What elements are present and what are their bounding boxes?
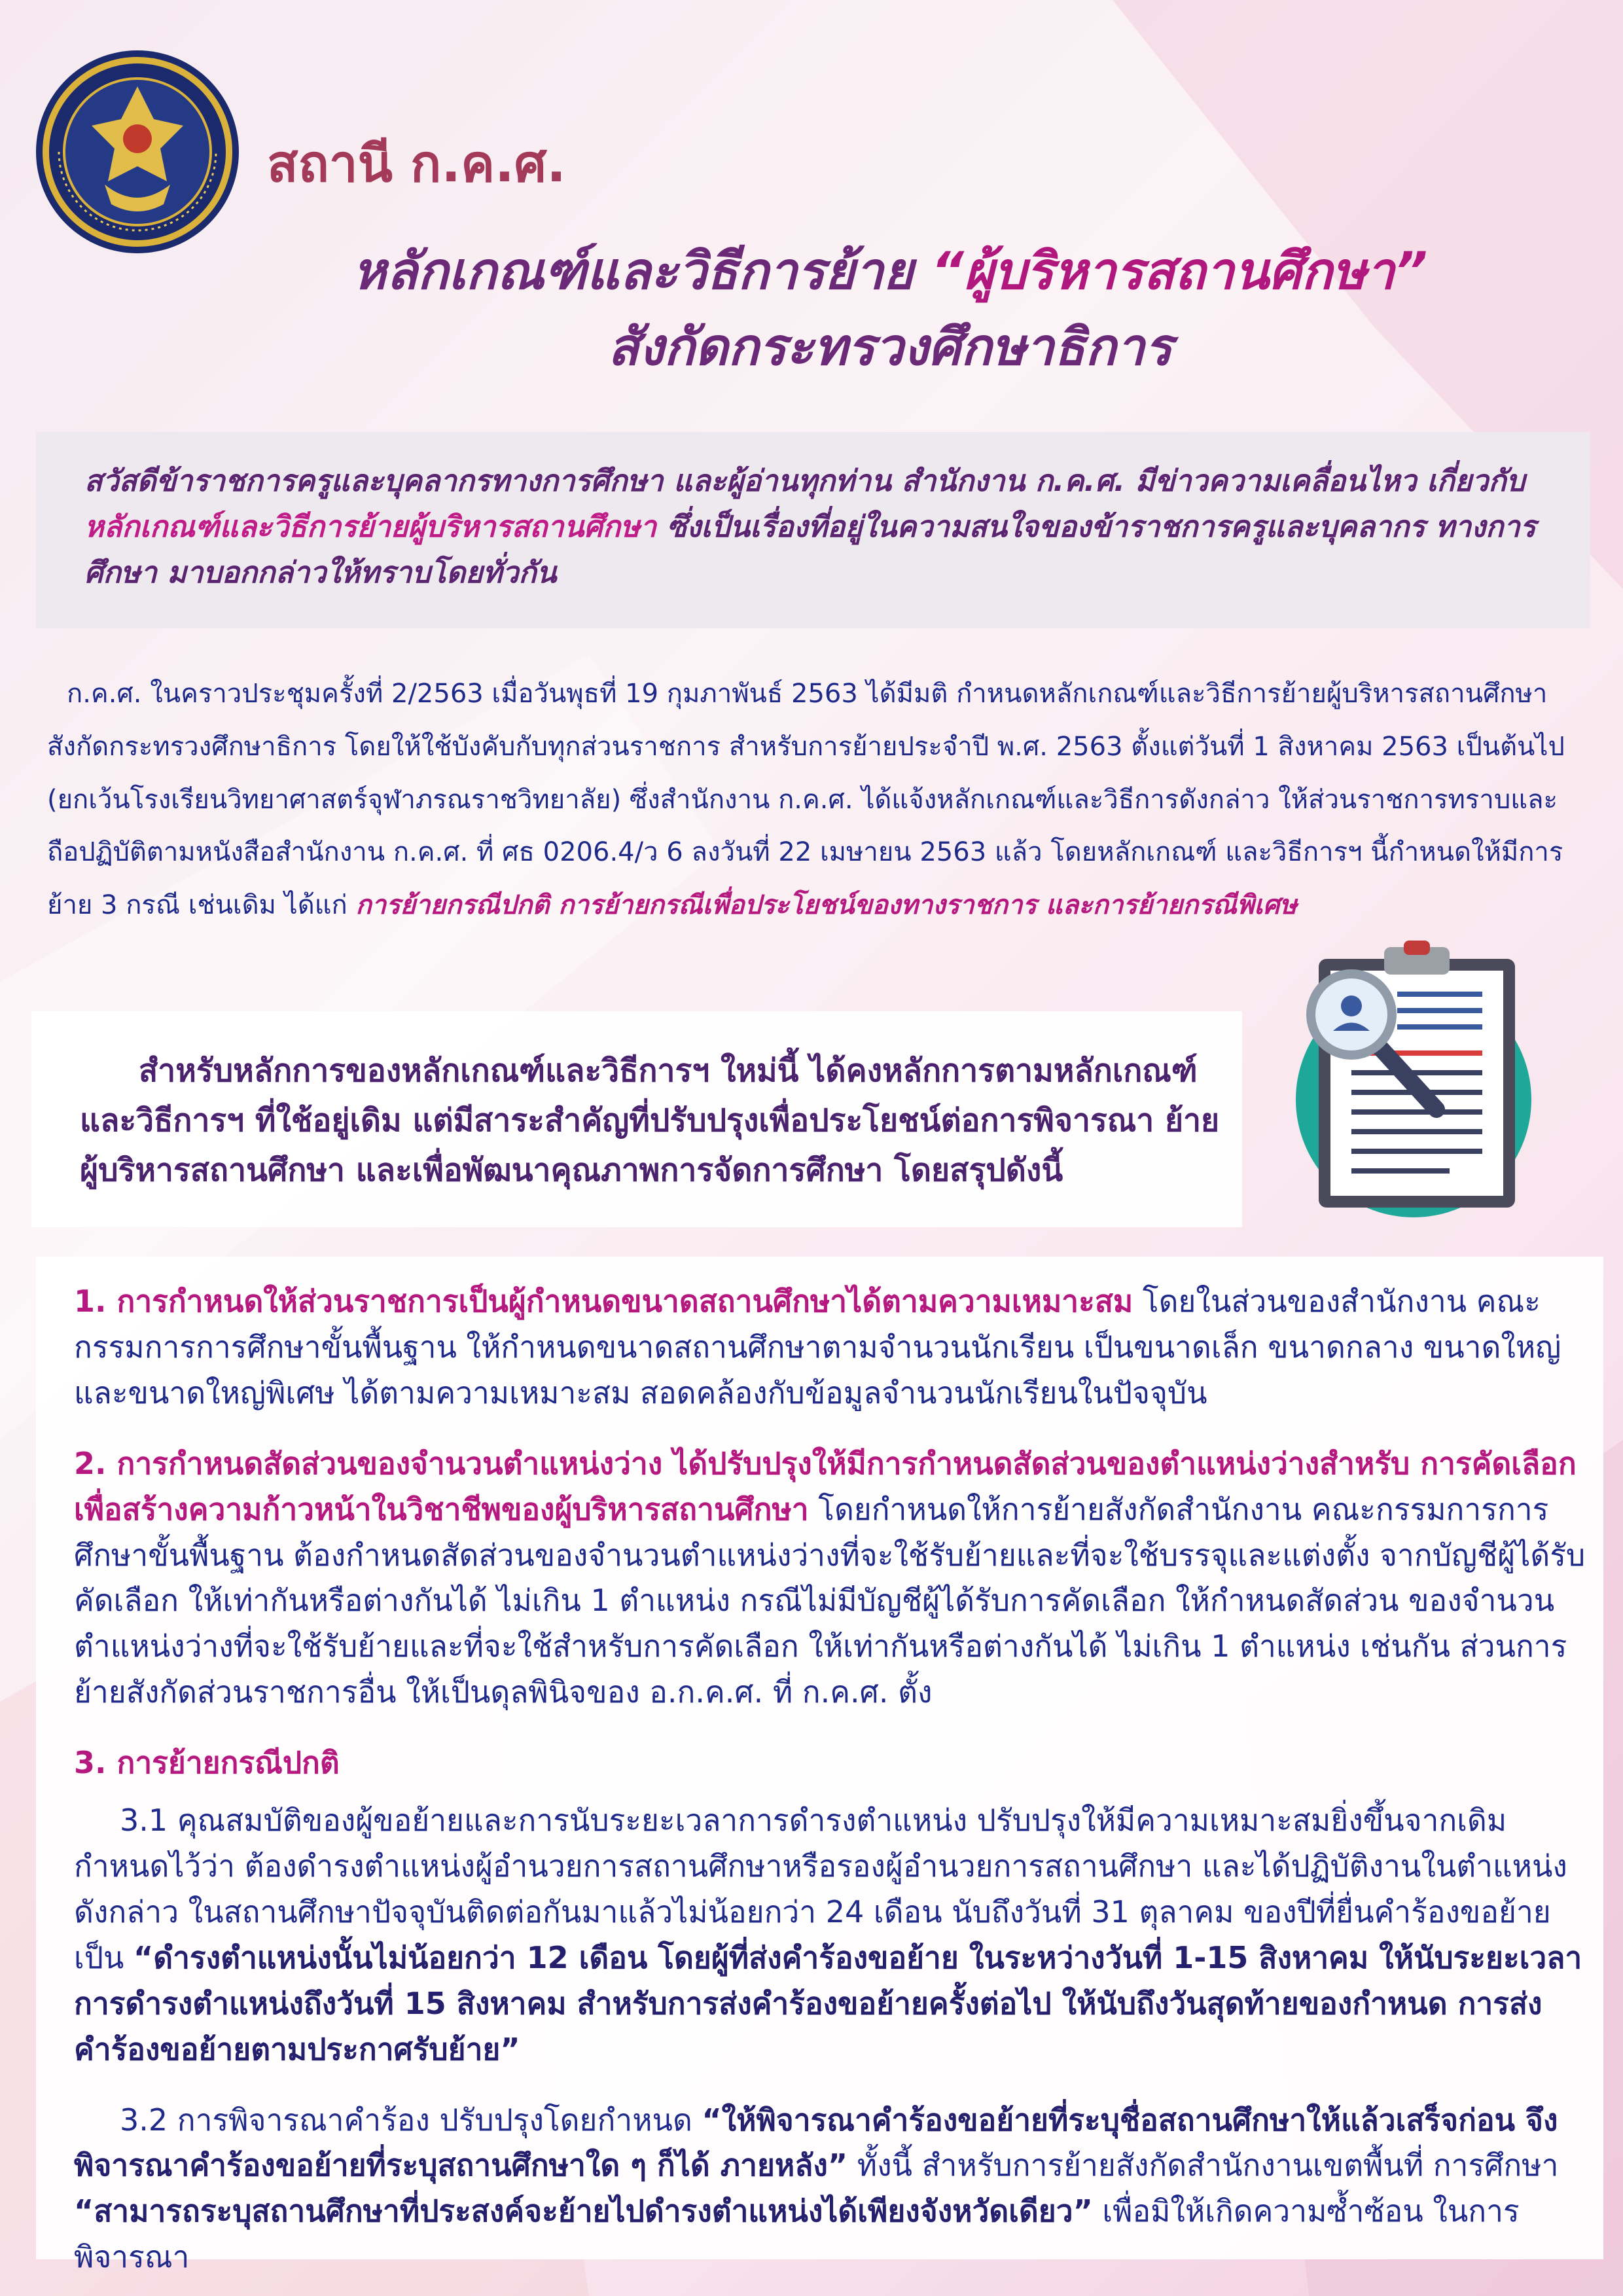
item-2-heading: 2. การกำหนดสัดส่วนของจำนวนตำแหน่งว่าง ได้ปรับปรุงให้มีการกำหนดสัดส่วนของตำแหน่งว่างสำหรับ การคัดเลือก เพื่อสร้างความก้าวหน้าในวิชาชีพของผู้บริหารสถานศึกษา — [74, 1445, 1577, 1527]
item-3-2-mid: ทั้งนี้ สำหรับการย้ายสังกัดสำนักงานเขตพื้นที่ การศึกษา — [847, 2147, 1559, 2183]
item-1 — [74, 1279, 1597, 1416]
item-3-heading — [74, 1740, 1597, 1786]
otepc-seal-logo — [33, 47, 242, 257]
item-1-body: โดยในส่วนของสำนักงาน คณะกรรมการการศึกษาขั้นพื้นฐาน ให้กำหนดขนาดสถานศึกษาตามจำนวนนักเรียน เป็นขนาดเล็ก ขนาดกลาง ขนาดใหญ่ และขนาดใหญ่พิเศษ ได้ตามความเหมาะสม สอดคล้องกับข้อมูลจำนวนนักเรียนในปัจจุบัน — [74, 1283, 1561, 1410]
item-3-heading-text: 3. การย้ายกรณีปกติ — [74, 1745, 340, 1781]
title-highlight: “ผู้บริหารสถานศึกษา” — [931, 242, 1428, 301]
clipboard-magnifier-icon — [1247, 933, 1548, 1221]
item-3-1-bold: “ดำรงตำแหน่งนั้นไม่น้อยกว่า 12 เดือน โดยผู้ที่ส่งคำร้องขอย้าย ในระหว่างวันที่ 1-15 สิงหาคม ให้นับระยะเวลา การดำรงตำแหน่งถึงวันที่ 15 สิงหาคม สำหรับการส่งคำร้องขอย้ายครั้งต่อไป ให้นับถึงวันสุดท้ายของกำหนด การส่งคำร้องขอย้ายตามประกาศรับย้าย” — [74, 1939, 1582, 2067]
item-3-1-text: 3.1 คุณสมบัติของผู้ขอย้ายและการนับระยะเวลาการดำรงตำแหน่ง ปรับปรุงให้มีความเหมาะสมยิ่งขึ้นจากเดิมกำหนดไว้ว่า ต้องดำรงตำแหน่งผู้อำนวยการสถานศึกษาหรือรองผู้อำนวยการสถานศึกษา และได้ปฏิบัติงานในตำแหน่งดังกล่าว ในสถานศึกษาปัจจุบันติดต่อกันมาแล้วไม่น้อยกว่า 24 เดือน นับถึงวันที่ 31 ตุลาคม ของปีที่ยื่นคำร้องขอย้าย เป็น — [74, 1803, 1567, 1975]
principle-box: สำหรับหลักการของหลักเกณฑ์และวิธีการฯ ใหม่นี้ ได้คงหลักการตามหลักเกณฑ์ และวิธีการฯ ที่ใช้อยู่เดิม แต่มีสาระสำคัญที่ปรับปรุงเพื่อประโยชน์ต่อการพิจารณา ย้ายผู้บริหารสถานศึกษา และเพื่อพัฒนาคุณภาพการจัดการศึกษา โดยสรุปดังนี้ — [31, 1011, 1242, 1227]
item-1-heading: 1. การกำหนดให้ส่วนราชการเป็นผู้กำหนดขนาดสถานศึกษาได้ตามความเหมาะสม — [74, 1283, 1133, 1319]
title-prefix: หลักเกณฑ์และวิธีการย้าย — [352, 242, 931, 301]
item-3-2-end: เพื่อมิให้เกิดความซ้ำซ้อน ในการพิจารณา — [74, 2193, 1520, 2275]
item-3-2-text: 3.2 การพิจารณาคำร้อง ปรับปรุงโดยกำหนด — [120, 2102, 702, 2138]
item-3-2-bold-1: “ให้พิจารณาคำร้องขอย้ายที่ระบุชื่อสถานศึกษาให้แล้วเสร็จก่อน จึงพิจารณาคำร้องขอย้ายที่ระบุสถานศึกษาใด ๆ ก็ได้ ภายหลัง” — [74, 2102, 1558, 2183]
item-2 — [74, 1441, 1597, 1715]
item-3-1 — [74, 1798, 1597, 2072]
item-3-2 — [74, 2098, 1597, 2281]
details-box — [36, 1257, 1603, 2275]
station-label: สถานี ก.ค.ศ. — [267, 135, 566, 194]
resolution-paragraph — [47, 668, 1578, 932]
item-2-body: โดยกำหนดให้การย้ายสังกัดสำนักงาน คณะกรรมการการศึกษาขั้นพื้นฐาน ต้องกำหนดสัดส่วนของจำนวนตำแหน่งว่างที่จะใช้รับย้ายและที่จะใช้บรรจุและแต่งตั้ง จากบัญชีผู้ได้รับคัดเลือก ให้เท่ากันหรือต่างกันได้ ไม่เกิน 1 ตำแหน่ง กรณีไม่มีบัญชีผู้ได้รับการคัดเลือก ให้กำหนดสัดส่วน ของจำนวนตำแหน่งว่างที่จะใช้รับย้ายและที่จะใช้สำหรับการคัดเลือก ให้เท่ากันหรือต่างกันได้ ไม่เกิน 1 ตำแหน่ง เช่นกัน ส่วนการย้ายสังกัดส่วนราชการอื่น ให้เป็นดุลพินิจของ อ.ก.ค.ศ. ที่ ก.ค.ศ. ตั้ง — [74, 1491, 1586, 1710]
intro-highlight: หลักเกณฑ์และวิธีการย้ายผู้บริหารสถานศึกษา — [84, 509, 657, 544]
intro-box — [36, 432, 1590, 628]
item-3-2-bold-2: “สามารถระบุสถานศึกษาที่ประสงค์จะย้ายไปดำรงตำแหน่งได้เพียงจังหวัดเดียว” — [74, 2193, 1093, 2229]
resolution-text: ก.ค.ศ. ในคราวประชุมครั้งที่ 2/2563 เมื่อวันพุธที่ 19 กุมภาพันธ์ 2563 ได้มีมติ กำหนดหลักเกณฑ์และวิธีการย้ายผู้บริหารสถานศึกษา สังกัดกระทรวงศึกษาธิการ โดยให้ใช้บังคับกับทุกส่วนราชการ สำหรับการย้ายประจำปี พ.ศ. 2563 ตั้งแต่วันที่ 1 สิงหาคม 2563 เป็นต้นไป (ยกเว้นโรงเรียนวิทยาศาสตร์จุฬาภรณราชวิทยาลัย) ซึ่งสำนักงาน ก.ค.ศ. ได้แจ้งหลักเกณฑ์และวิธีการดังกล่าว ให้ส่วนราชการทราบและถือปฏิบัติตามหนังสือสำนักงาน ก.ค.ศ. ที่ ศธ 0206.4/ว 6 ลงวันที่ 22 เมษายน 2563 แล้ว โดยหลักเกณฑ์ และวิธีการฯ นี้กำหนดให้มีการย้าย 3 กรณี เช่นเดิม ได้แก่ — [47, 679, 1565, 921]
page-title — [196, 230, 1584, 312]
resolution-highlight: การย้ายกรณีปกติ การย้ายกรณีเพื่อประโยชน์ของทางราชการ และการย้ายกรณีพิเศษ — [355, 890, 1297, 921]
intro-text-1: สวัสดีข้าราชการครูและบุคลากรทางการศึกษา และผู้อ่านทุกท่าน สำนักงาน ก.ค.ศ. มีข่าวความเคลื่อนไหว เกี่ยวกับ — [84, 463, 1525, 498]
page-subtitle: สังกัดกระทรวงศึกษาธิการ — [607, 318, 1173, 377]
intro-text-2: ซึ่งเป็นเรื่องที่อยู่ในความสนใจของข้าราชการครูและบุคลากร ทางการศึกษา มาบอกกล่าวให้ทราบโดยทั่วกัน — [84, 509, 1536, 590]
